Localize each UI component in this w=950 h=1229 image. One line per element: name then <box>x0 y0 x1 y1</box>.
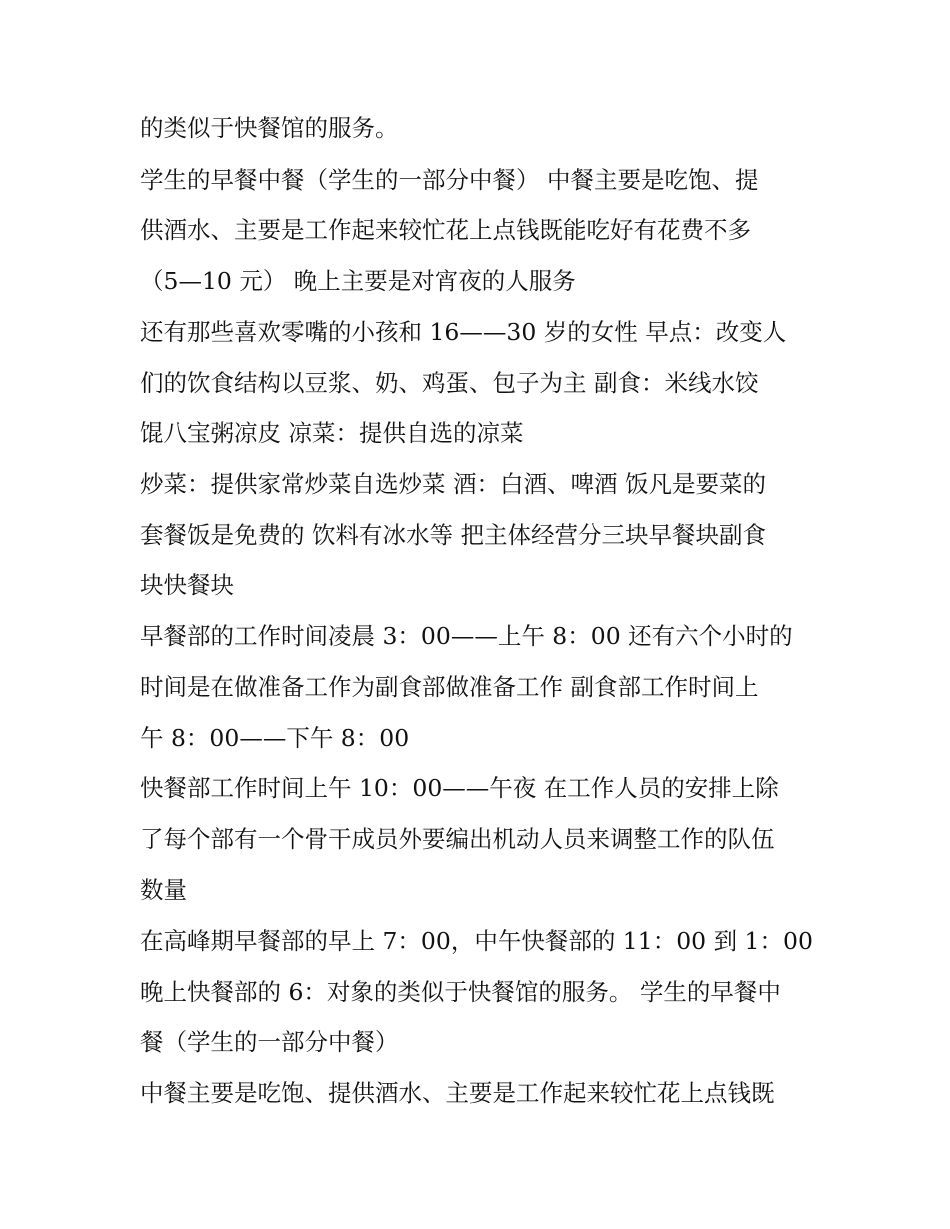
text-line: 晚上快餐部的 6：对象的类似于快餐馆的服务。 学生的早餐中 <box>140 978 781 1006</box>
text-line: 还有那些喜欢零嘴的小孩和 16——30 岁的女性 早点：改变人 <box>140 318 787 346</box>
text-line: 馄八宝粥凉皮 凉菜：提供自选的凉菜 <box>140 419 524 447</box>
text-line: 数量 <box>140 876 187 904</box>
text-line: （5—10 元） 晚上主要是对宵夜的人服务 <box>140 267 576 295</box>
text-line: 午 8：00——下午 8：00 <box>140 724 410 752</box>
text-line: 餐（学生的一部分中餐） <box>140 1028 399 1056</box>
text-line: 早餐部的工作时间凌晨 3：00——上午 8：00 还有六个小时的 <box>140 622 793 650</box>
text-line: 的类似于快餐馆的服务。 <box>140 114 399 142</box>
text-line: 供酒水、主要是工作起来较忙花上点钱既能吃好有花费不多 <box>140 216 751 244</box>
text-line: 学生的早餐中餐（学生的一部分中餐） 中餐主要是吃饱、提 <box>140 166 759 194</box>
text-line: 了每个部有一个骨干成员外要编出机动人员来调整工作的队伍 <box>140 825 775 853</box>
text-line: 们的饮食结构以豆浆、奶、鸡蛋、包子为主 副食：米线水饺 <box>140 369 759 397</box>
text-line: 中餐主要是吃饱、提供酒水、主要是工作起来较忙花上点钱既 <box>140 1079 775 1107</box>
text-line: 块快餐块 <box>140 571 234 599</box>
text-line: 在高峰期早餐部的早上 7：00，中午快餐部的 11：00 到 1：00 <box>140 927 813 955</box>
text-line: 时间是在做准备工作为副食部做准备工作 副食部工作时间上 <box>140 673 759 701</box>
text-line: 套餐饭是免费的 饮料有冰水等 把主体经营分三块早餐块副食 <box>140 521 766 549</box>
text-line: 快餐部工作时间上午 10：00——午夜 在工作人员的安排上除 <box>140 774 779 802</box>
text-line: 炒菜：提供家常炒菜自选炒菜 酒：白酒、啤酒 饭凡是要菜的 <box>140 470 766 498</box>
